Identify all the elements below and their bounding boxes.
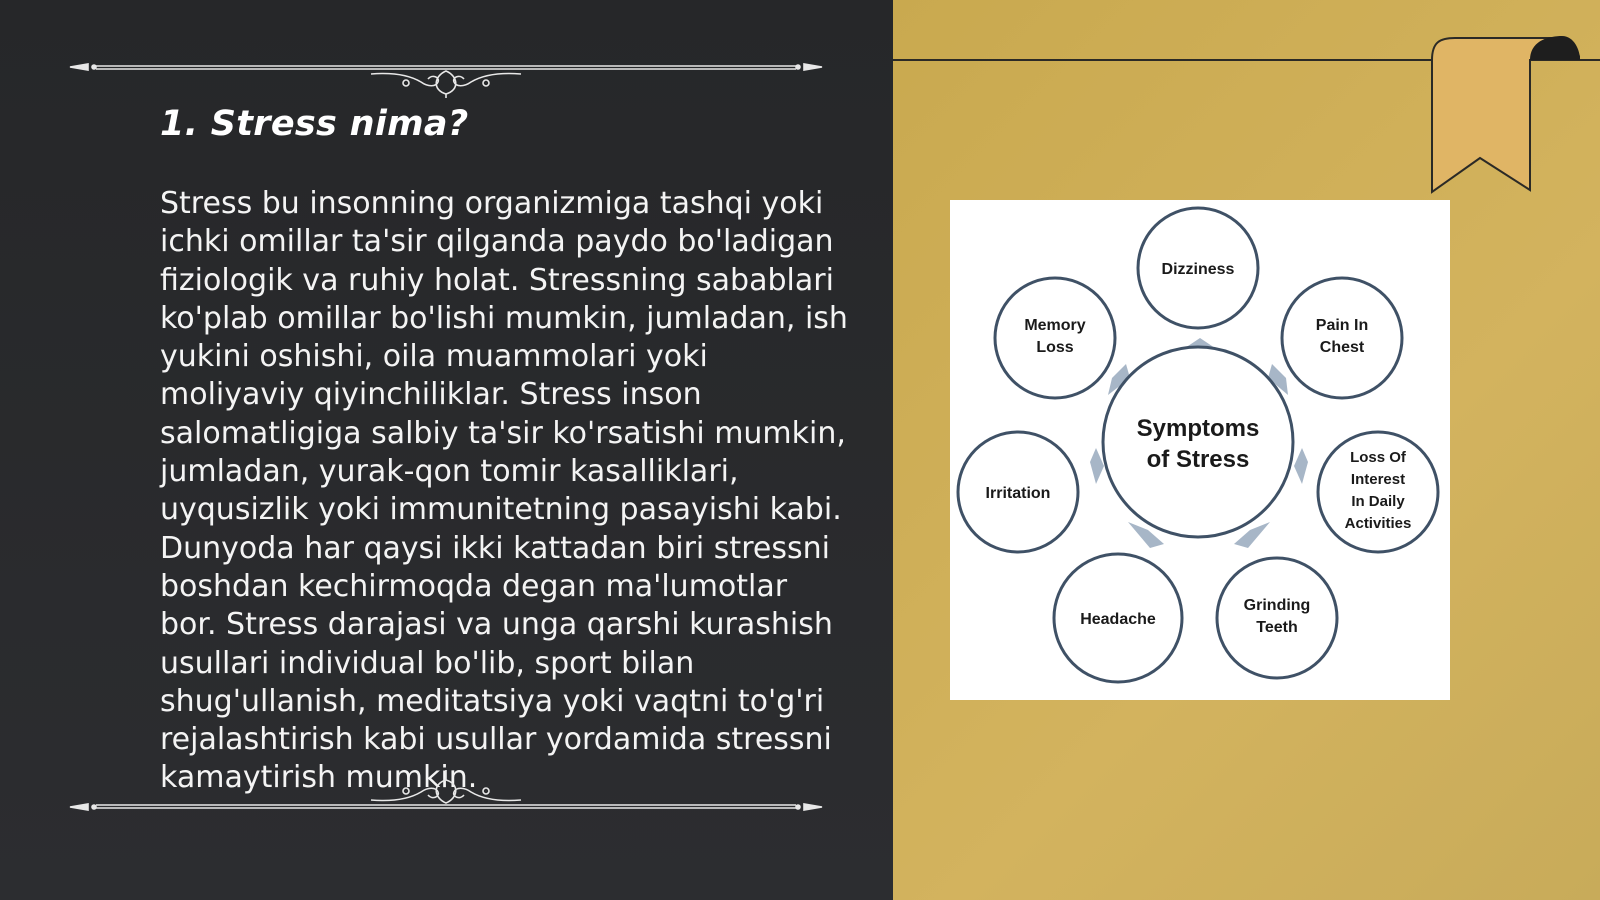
symptoms-diagram bbox=[950, 200, 1450, 700]
label-loss-of-interest-1: Loss Of bbox=[1350, 449, 1406, 466]
ornament-top bbox=[66, 38, 826, 98]
label-grinding-teeth-1: Grinding bbox=[1243, 597, 1311, 614]
arrow-icon bbox=[1294, 448, 1308, 484]
label-irritation: Irritation bbox=[985, 485, 1051, 502]
center-label-line1: Symptoms bbox=[1136, 415, 1260, 442]
circle-symptoms-of-stress bbox=[1103, 347, 1293, 537]
label-memory-loss-1: Memory bbox=[1024, 317, 1086, 334]
label-dizziness: Dizziness bbox=[1161, 261, 1235, 278]
bookmark-ribbon-icon bbox=[1430, 30, 1580, 200]
slide-body-text: Stress bu insonning organizmiga tashqi yoki ichki omillar ta'sir qilganda paydo bo'ladigan fiziologik va ruhiy holat. Stressning sabablari ko'plab omillar bo'lishi mumkin, jumladan, ish yukini oshishi, oila muammolari yoki moliyaviy qiyinchiliklar. Stress inson salomatligiga salbiy ta'sir ko'rsatishi mumkin, jumladan, yurak-qon tomir kasalliklari, uyqusizlik yoki immunitetning pasayishi kabi. Dunyoda har qaysi ikki kattadan biri stressni boshdan kechirmoqda degan ma'lumotlar bor. Stress darajasi va unga qarshi kurashish usullari individual bo'lib, sport bilan shug'ullanish, meditatsiya yoki vaqtni to'g'ri rejalashtirish kabi usullar yordamida stressni kamaytirish mumkin. bbox=[160, 186, 848, 796]
circle-memory-loss bbox=[995, 278, 1115, 398]
label-loss-of-interest-2: Interest bbox=[1350, 471, 1406, 488]
label-pain-in-chest-1: Pain In bbox=[1315, 317, 1369, 334]
slide-title: 1. Stress nima? bbox=[160, 104, 469, 144]
circle-pain-in-chest bbox=[1282, 278, 1402, 398]
label-loss-of-interest-4: Activities bbox=[1344, 515, 1412, 532]
label-grinding-teeth-2: Teeth bbox=[1256, 619, 1298, 636]
center-label-line2: of Stress bbox=[1146, 446, 1250, 473]
label-pain-in-chest-2: Chest bbox=[1319, 339, 1365, 356]
label-loss-of-interest-3: In Daily bbox=[1351, 493, 1405, 510]
arrow-icon bbox=[1090, 448, 1104, 484]
circle-grinding-teeth bbox=[1217, 558, 1337, 678]
label-headache: Headache bbox=[1080, 611, 1156, 628]
label-memory-loss-2: Loss bbox=[1036, 339, 1074, 356]
ornament-bottom bbox=[66, 770, 826, 830]
